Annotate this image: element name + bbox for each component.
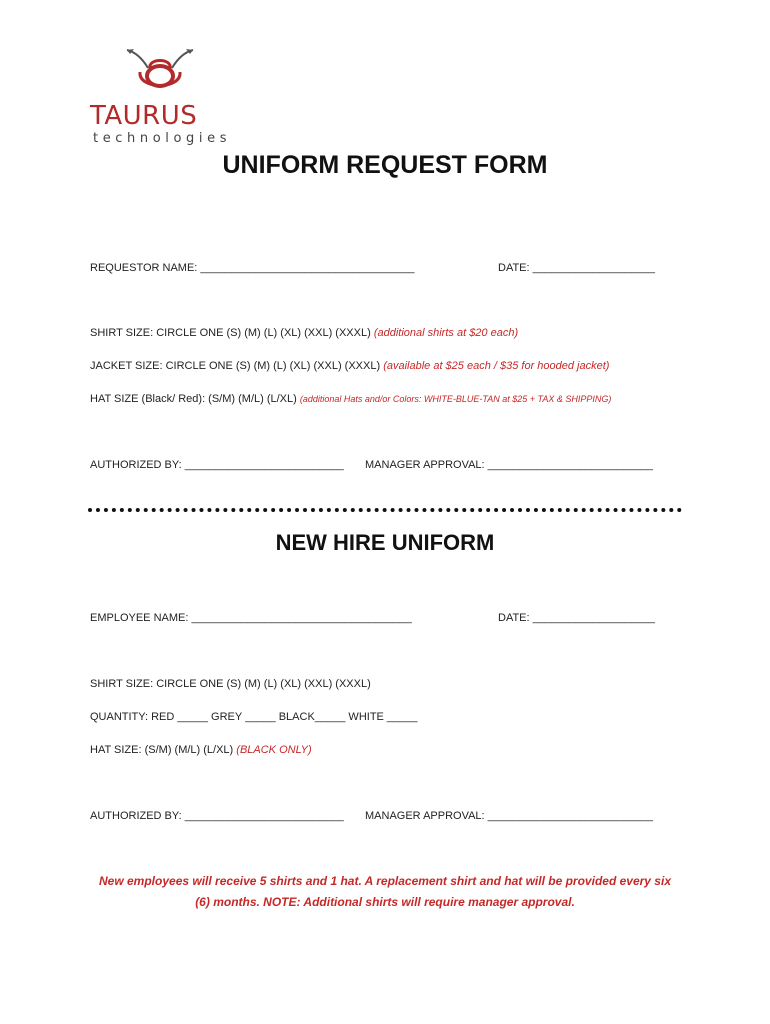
new-hire-authorized-by-field[interactable]: AUTHORIZED BY: __________________________ bbox=[90, 810, 344, 822]
new-hire-hat-line bbox=[90, 744, 312, 756]
new-hire-hat-text: HAT SIZE: (S/M) (M/L) (L/XL) bbox=[90, 744, 234, 756]
requestor-name-field[interactable]: REQUESTOR NAME: ___________________________________ bbox=[90, 262, 415, 274]
form-title: UNIFORM REQUEST FORM bbox=[222, 151, 548, 179]
new-hire-manager-approval-field[interactable]: MANAGER APPROVAL: ___________________________ bbox=[365, 810, 653, 822]
jacket-size-note: (available at $25 each / $35 for hooded jacket) bbox=[383, 360, 610, 372]
manager-approval-field[interactable]: MANAGER APPROVAL: ___________________________ bbox=[365, 459, 653, 471]
shirt-size-note: (additional shirts at $20 each) bbox=[373, 327, 519, 339]
new-hire-hat-note: (BLACK ONLY) bbox=[236, 744, 312, 756]
footer-note-line2: (6) months. NOTE: Additional shirts will require manager approval. bbox=[195, 895, 575, 909]
authorized-by-field[interactable]: AUTHORIZED BY: __________________________ bbox=[90, 459, 344, 471]
brand-subtitle: technologies bbox=[93, 131, 232, 146]
brand-name: TAURUS bbox=[90, 101, 198, 131]
employee-name-field[interactable]: EMPLOYEE NAME: ____________________________________ bbox=[90, 612, 412, 624]
new-hire-title: NEW HIRE UNIFORM bbox=[275, 530, 495, 555]
section-divider bbox=[88, 508, 682, 512]
new-hire-date-field[interactable]: DATE: ____________________ bbox=[498, 612, 655, 624]
hat-size-text: HAT SIZE (Black/ Red): (S/M) (M/L) (L/XL) bbox=[90, 393, 297, 405]
bull-icon bbox=[90, 42, 230, 102]
quantity-field[interactable]: QUANTITY: RED _____ GREY _____ BLACK_____ WHITE _____ bbox=[90, 711, 418, 723]
jacket-size-text: JACKET SIZE: CIRCLE ONE (S) (M) (L) (XL) (XXL) (XXXL) bbox=[90, 360, 381, 372]
hat-size-note: (additional Hats and/or Colors: WHITE-BLUE-TAN at $25 + TAX & SHIPPING) bbox=[299, 394, 612, 404]
shirt-size-line bbox=[90, 327, 518, 339]
shirt-size-text: SHIRT SIZE: CIRCLE ONE (S) (M) (L) (XL) (XXL) (XXXL) bbox=[90, 327, 371, 339]
new-hire-shirt-size: SHIRT SIZE: CIRCLE ONE (S) (M) (L) (XL) (XXL) (XXXL) bbox=[90, 678, 371, 690]
jacket-size-line bbox=[90, 360, 609, 372]
footer-note bbox=[80, 871, 690, 913]
date-field[interactable]: DATE: ____________________ bbox=[498, 262, 655, 274]
footer-note-line1: New employees will receive 5 shirts and 1 hat. A replacement shirt and hat will be provided every six bbox=[99, 874, 671, 888]
hat-size-line bbox=[90, 393, 611, 405]
